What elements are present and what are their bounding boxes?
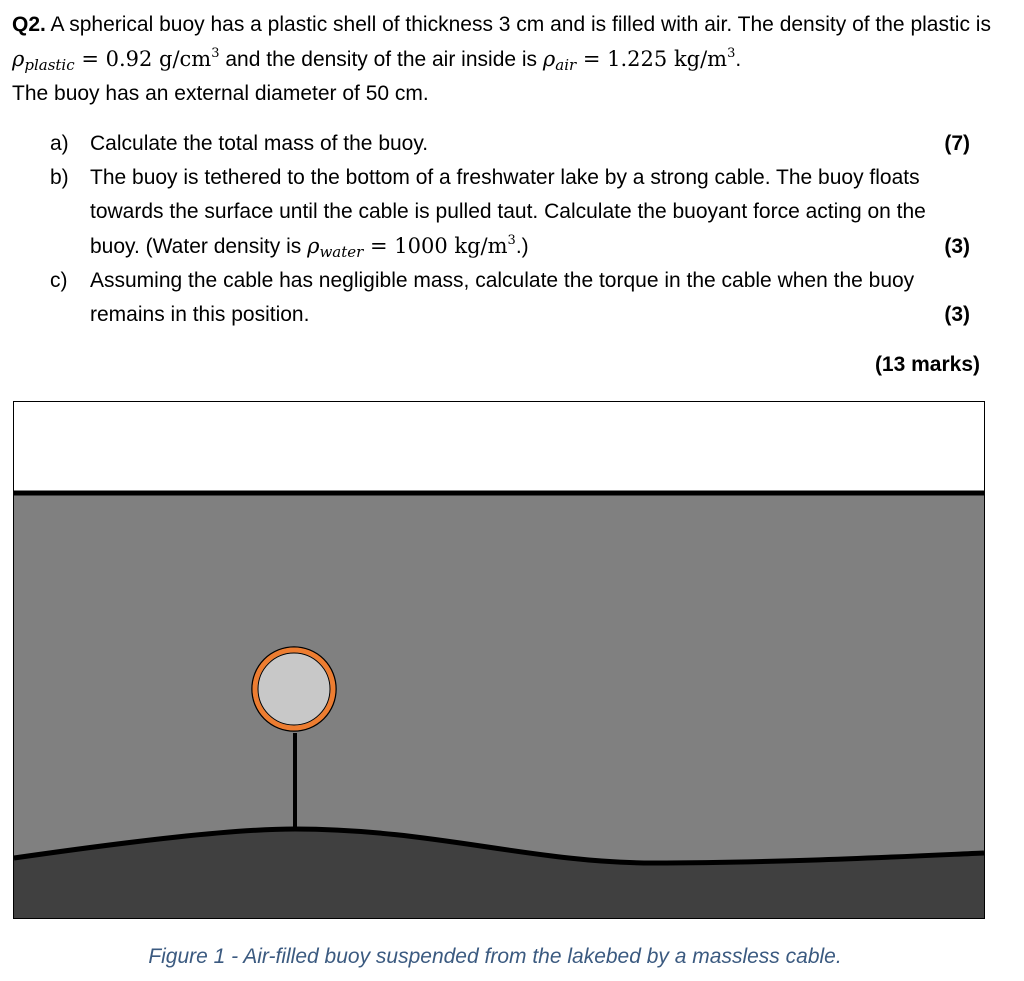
buoy-diagram <box>13 401 985 919</box>
question-intro <box>12 8 1002 111</box>
intro-text-2: and the density of the air inside is <box>225 48 538 71</box>
intro-text-3: . <box>735 48 742 71</box>
buoy-air-interior <box>258 653 330 725</box>
figure-1 <box>13 401 985 919</box>
figure-caption: Figure 1 - Air-filled buoy suspended from the lakebed by a massless cable. <box>148 945 842 968</box>
part-c-marks: (3) <box>944 303 970 326</box>
part-b <box>50 161 970 264</box>
part-a-marks: (7) <box>944 132 970 155</box>
question-number: Q2. <box>12 13 46 36</box>
question-parts-list <box>50 127 970 332</box>
rho-water-expression: $\rho_{water} = 1000$ $kg/m^3$ <box>307 233 516 261</box>
part-b-letter: b) <box>50 166 69 189</box>
part-a <box>50 127 970 161</box>
rho-air-expression: $\rho_{air} = 1.225$ $kg/m^3$ <box>542 46 736 74</box>
part-c-letter: c) <box>50 269 68 292</box>
part-a-text: Calculate the total mass of the buoy. <box>90 132 429 155</box>
part-c-text: Assuming the cable has negligible mass, calculate the torque in the cable when the buoy remains in this position. <box>90 269 915 326</box>
part-a-letter: a) <box>50 132 69 155</box>
intro-text-4: The buoy has an external diameter of 50 cm. <box>12 82 429 105</box>
total-marks: (13 marks) <box>874 353 980 376</box>
part-b-text-end: .) <box>515 235 529 258</box>
rho-plastic-expression: $\rho_{plastic} = 0.92$ $g/cm^3$ <box>12 46 220 74</box>
part-b-text: The buoy is tethered to the bottom of a freshwater lake by a strong cable. The buoy floats towards the surface until the cable is pulled taut. Calculate the buoyant force acting on the buoy. (Water density is <box>90 166 926 258</box>
part-b-marks: (3) <box>944 235 970 258</box>
part-c <box>50 264 970 332</box>
intro-text-1: A spherical buoy has a plastic shell of thickness 3 cm and is filled with air. The density of the plastic is <box>50 13 991 36</box>
